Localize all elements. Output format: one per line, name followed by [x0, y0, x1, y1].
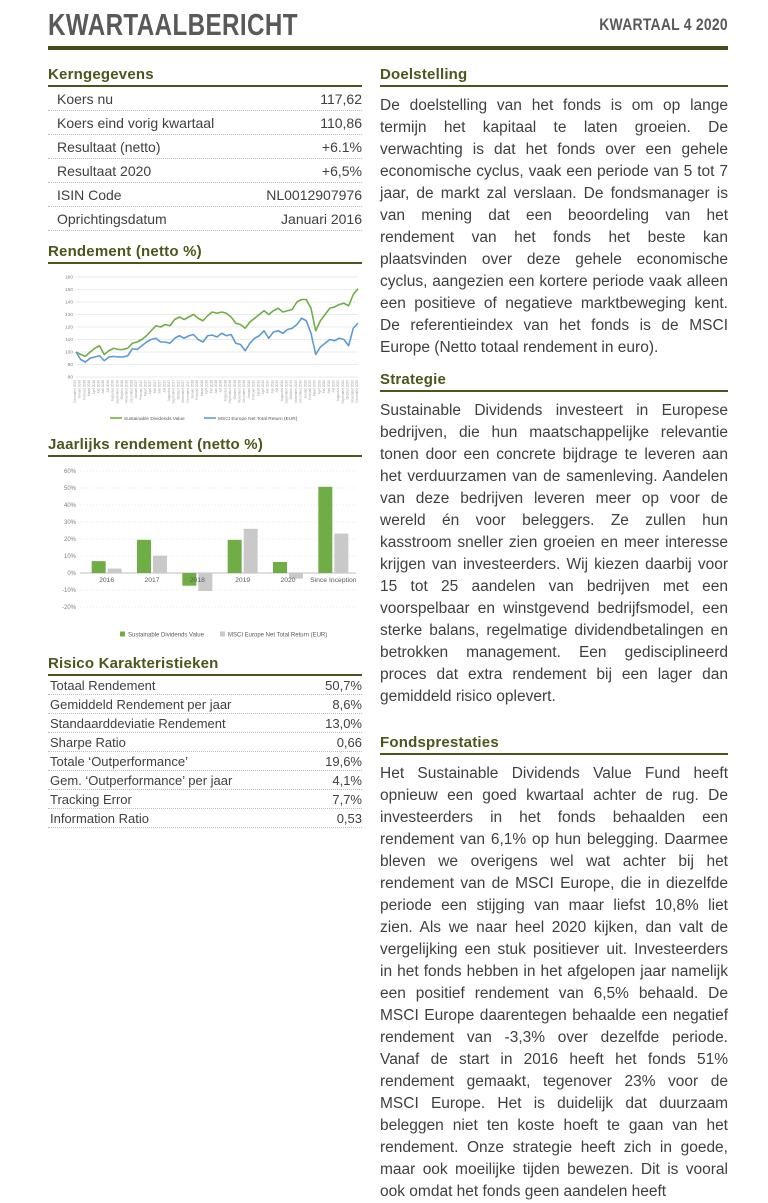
doelstelling-body: De doelstelling van het fonds is om op lange termijn het kapitaal te laten groeien. De verwachting is dat het fonds over een gehele economische cyclus, vaak een periode van 5 tot 7 jaar, de markt zal verslaan. De fondsmanager is van mening dat een beoordeling van het rendement van het fonds het beste kan plaatsvinden over deze gehele economische cyclus, aangezien een kortere periode vaak alleen een positieve of negatieve marktbeweging kent. De referentieindex van het fonds is de MSCI Europe (Netto totaal rendement in euro).: [380, 97, 728, 356]
y-tick-label: 50%: [63, 486, 76, 493]
y-tick-label: 150: [64, 288, 73, 294]
x-tick-label: Oktober 2016: [120, 380, 124, 400]
x-tick-label: Juni 2016: [101, 380, 106, 394]
bar-msci-2019: [244, 529, 258, 573]
x-tick-label: September 2019: [284, 380, 289, 404]
x-tick-label: April 2018: [204, 380, 209, 395]
x-tick-label: December 2019: [298, 380, 303, 403]
rendement-heading: Rendement (netto %): [48, 243, 362, 264]
x-tick-label: April 2019: [261, 380, 265, 395]
category-label: 2016: [99, 577, 115, 584]
x-tick-label: September 2016: [115, 380, 120, 404]
jaarlijks-bar-chart: [48, 465, 362, 643]
row-value: Januari 2016: [281, 210, 362, 227]
right-column: [380, 66, 728, 1203]
row-label: Totale ‘Outperformance’: [50, 753, 189, 769]
kerngegevens-section: [48, 66, 362, 231]
row-label: Oprichtingsdatum: [57, 210, 167, 227]
x-tick-label: Oktober 2019: [289, 380, 294, 400]
x-tick-label: December 2016: [129, 380, 134, 403]
x-tick-label: December 2015: [73, 380, 77, 403]
content-columns: [48, 66, 728, 1203]
x-tick-label: November 2019: [293, 380, 298, 403]
table-row: [48, 207, 362, 231]
category-label: 2018: [189, 577, 205, 584]
row-label: Koers nu: [57, 90, 114, 107]
bar-fund-2016: [92, 561, 106, 573]
risico-section: [48, 655, 362, 828]
row-value: 8,6%: [332, 696, 362, 712]
x-tick-label: Augustus 2019: [279, 380, 284, 402]
table-row: [48, 752, 362, 771]
x-tick-label: Mei 2017: [152, 380, 157, 394]
x-tick-label: September 2020: [340, 380, 345, 404]
y-tick-label: 130: [64, 313, 73, 319]
x-tick-label: Mei 2019: [265, 380, 270, 394]
doelstelling-section: [380, 66, 728, 359]
x-tick-label: Maart 2018: [199, 380, 204, 397]
x-tick-label: Januari 2016: [77, 380, 82, 399]
legend-label: Sustainable Dividends Value: [124, 416, 185, 422]
row-value: +6,5%: [321, 162, 362, 179]
x-tick-label: November 2016: [124, 380, 129, 403]
x-tick-label: December 2017: [185, 380, 190, 403]
y-tick-label: 100: [64, 350, 73, 356]
row-label: Sharpe Ratio: [50, 734, 126, 750]
fondsprestaties-heading: Fondsprestaties: [380, 734, 728, 755]
x-tick-label: December 2018: [242, 380, 247, 403]
y-tick-label: 80: [67, 375, 73, 381]
rendement-line-chart: [48, 272, 362, 424]
x-tick-label: Mei 2020: [322, 380, 327, 394]
x-tick-label: Maart 2019: [256, 380, 261, 397]
row-label: Totaal Rendement: [50, 677, 156, 693]
table-row: [48, 790, 362, 809]
row-label: Gem. ‘Outperformance’ per jaar: [50, 772, 233, 788]
row-value: 7,7%: [332, 791, 362, 807]
y-tick-label: 120: [64, 325, 73, 331]
x-tick-label: Februari 2017: [138, 380, 143, 400]
x-tick-label: Oktober 2017: [176, 380, 181, 400]
table-row: [48, 733, 362, 752]
table-row: [48, 676, 362, 695]
table-row: [48, 714, 362, 733]
fondsprestaties-body: Het Sustainable Dividends Value Fund heeft opnieuw een goed kwartaal achter de rug. De investeerders in het fonds behaalden een rendement van 6,1% op hun belegging. Daarmee bleven we overigens wel wat achter bij het rendement van de MSCI Europe, die in diezelfde periode een stijging van maar liefst 10,8% liet zien. Als we naar heel 2020 kijken, dan valt de vergelijking een stuk positiever uit. Investeerders in het fonds hebben in het afgelopen jaar namelijk een positief rendement van 6,5% behaald. De MSCI Europe daarentegen behaalde een negatief rendement van -3,3% over dezelfde periode. Vanaf de start in 2016 heeft het fonds 51% rendement gemaakt, tegenover 23% voor de MSCI Europe. Het is duidelijk dat duurzaam beleggen niet ten koste hoeft te gaan van het rendement. Onze strategie heeft zich in goede, maar ook moeilijke tijden bewezen. Dit is vooral ook omdat het fonds geen aandelen heeft: [380, 765, 728, 1200]
x-tick-label: Augustus 2018: [223, 380, 228, 402]
category-label: Since Inception: [310, 577, 357, 584]
x-tick-label: Juni 2019: [270, 380, 275, 394]
strategie-heading: Strategie: [380, 371, 728, 392]
x-tick-label: April 2020: [317, 380, 322, 395]
x-tick-label: Augustus 2017: [167, 380, 171, 402]
x-tick-label: Oktober 2020: [345, 380, 350, 400]
x-tick-label: Februari 2020: [308, 380, 312, 400]
risico-heading: Risico Karakteristieken: [48, 655, 362, 676]
y-tick-label: 90: [67, 363, 73, 369]
y-tick-label: 110: [65, 338, 73, 344]
row-value: 4,1%: [332, 772, 362, 788]
category-label: 2017: [144, 577, 160, 584]
row-value: +6.1%: [321, 138, 362, 155]
strategie-section: [380, 371, 728, 708]
legend-label: Sustainable Dividends Value: [128, 632, 204, 639]
y-tick-label: 40%: [63, 503, 76, 510]
bar-fund-Since Inception: [318, 487, 332, 573]
kerngegevens-heading: Kerngegevens: [48, 66, 362, 87]
x-tick-label: Augustus 2016: [110, 380, 115, 402]
bar-msci-2016: [108, 569, 122, 573]
row-value: 0,53: [336, 810, 362, 826]
row-value: 117,62: [320, 90, 362, 107]
x-tick-label: Maart 2017: [143, 380, 148, 397]
msci-line: [76, 318, 358, 362]
x-tick-label: April 2016: [91, 380, 96, 395]
y-tick-label: 10%: [63, 554, 76, 561]
table-row: [48, 771, 362, 790]
table-row: [48, 809, 362, 828]
x-tick-label: Juli 2020: [331, 380, 336, 393]
x-tick-label: Juli 2019: [275, 380, 280, 393]
row-value: 19,6%: [325, 753, 362, 769]
y-tick-label: -20%: [61, 605, 76, 612]
y-tick-label: 30%: [63, 520, 76, 527]
table-row: [48, 135, 362, 159]
jaarlijks-section: [48, 436, 362, 643]
row-label: ISIN Code: [57, 186, 122, 203]
left-column: [48, 66, 362, 1203]
risico-table: [48, 676, 362, 828]
bar-fund-2019: [228, 540, 242, 573]
x-tick-label: December 2020: [355, 380, 359, 403]
x-tick-label: September 2017: [171, 380, 176, 404]
x-tick-label: Juli 2018: [218, 380, 223, 393]
x-tick-label: September 2018: [228, 380, 233, 404]
masthead: [48, 6, 728, 44]
report-period: KWARTAAL 4 2020: [599, 15, 728, 34]
row-label: Resultaat 2020: [57, 162, 152, 179]
x-tick-label: Januari 2020: [303, 380, 308, 399]
kerngegevens-table: [48, 87, 362, 231]
header-rule: [48, 46, 728, 50]
table-row: [48, 183, 362, 207]
x-tick-label: Juli 2017: [162, 380, 167, 393]
fondsprestaties-section: [380, 734, 728, 1203]
row-label: Standaarddeviatie Rendement: [50, 715, 226, 731]
bar-fund-2017: [137, 540, 151, 573]
category-label: 2019: [235, 577, 251, 584]
table-row: [48, 87, 362, 111]
table-row: [48, 111, 362, 135]
bar-msci-2017: [153, 556, 167, 573]
table-row: [48, 159, 362, 183]
report-title: KWARTAALBERICHT: [48, 7, 298, 42]
bar-fund-2020: [273, 562, 287, 573]
x-tick-label: Februari 2016: [82, 380, 87, 400]
x-tick-label: November 2020: [350, 380, 355, 403]
y-tick-label: 0%: [67, 571, 76, 578]
x-tick-label: Maart 2020: [312, 380, 317, 397]
y-tick-label: 20%: [63, 537, 76, 544]
y-tick-label: -10%: [61, 588, 76, 595]
x-tick-label: Mei 2016: [96, 380, 101, 394]
x-tick-label: Januari 2019: [246, 380, 251, 399]
x-tick-label: Oktober 2018: [232, 380, 237, 400]
row-label: Tracking Error: [50, 791, 132, 807]
bar-msci-Since Inception: [334, 534, 348, 573]
legend-swatch: [120, 632, 125, 637]
x-tick-label: November 2018: [237, 380, 242, 403]
strategie-body: Sustainable Dividends investeert in Europese bedrijven, die hun maatschappelijke relevantie tonen door een concrete bijdrage te leveren aan het verduurzamen van de samenleving. Aandelen van deze bedrijven leveren meer op voor de wereld én voor beleggers. Ze zullen hun kasstroom sneller zien groeien en meer interesse krijgen van investeerders. Wij kiezen daarbij voor 15 tot 25 aandelen van bedrijven met een voorspelbaar en winstgevend bedrijfsmodel, een sterke balans, regelmatige dividendbetalingen en betrokken management. Een gedisciplineerd proces dat extra rendement bij een lager dan gemiddeld risico oplevert.: [380, 402, 728, 705]
x-tick-label: Januari 2018: [190, 380, 195, 399]
row-label: Resultaat (netto): [57, 138, 161, 155]
doelstelling-heading: Doelstelling: [380, 66, 728, 87]
table-row: [48, 695, 362, 714]
x-tick-label: Februari 2019: [251, 380, 256, 400]
y-tick-label: 140: [64, 300, 73, 306]
category-label: 2020: [280, 577, 296, 584]
legend-swatch: [220, 632, 225, 637]
row-label: Information Ratio: [50, 810, 149, 826]
x-tick-label: April 2017: [148, 380, 153, 395]
y-tick-label: 160: [64, 275, 73, 281]
row-value: 13,0%: [325, 715, 362, 731]
row-value: 50,7%: [325, 677, 362, 693]
x-tick-label: Juni 2020: [326, 380, 331, 394]
x-tick-label: Februari 2018: [195, 380, 200, 400]
row-value: 0,66: [336, 734, 362, 750]
y-tick-label: 60%: [63, 469, 76, 476]
row-label: Gemiddeld Rendement per jaar: [50, 696, 232, 712]
legend-label: MSCI Europe Net Total Return (EUR): [218, 416, 298, 422]
x-tick-label: Juli 2016: [105, 380, 110, 393]
row-value: 110,86: [320, 114, 362, 131]
x-tick-label: Maart 2016: [87, 380, 92, 397]
row-label: Koers eind vorig kwartaal: [57, 114, 215, 131]
x-tick-label: Augustus 2020: [336, 380, 341, 402]
legend-label: MSCI Europe Net Total Return (EUR): [228, 632, 328, 639]
x-tick-label: Juni 2018: [214, 380, 218, 394]
row-value: NL0012907976: [266, 186, 362, 203]
x-tick-label: Mei 2018: [209, 380, 214, 394]
x-tick-label: Juni 2017: [157, 380, 162, 394]
fund-line: [76, 289, 358, 357]
jaarlijks-heading: Jaarlijks rendement (netto %): [48, 436, 362, 457]
x-tick-label: November 2017: [181, 380, 186, 403]
rendement-section: [48, 243, 362, 424]
x-tick-label: Januari 2017: [134, 380, 139, 399]
